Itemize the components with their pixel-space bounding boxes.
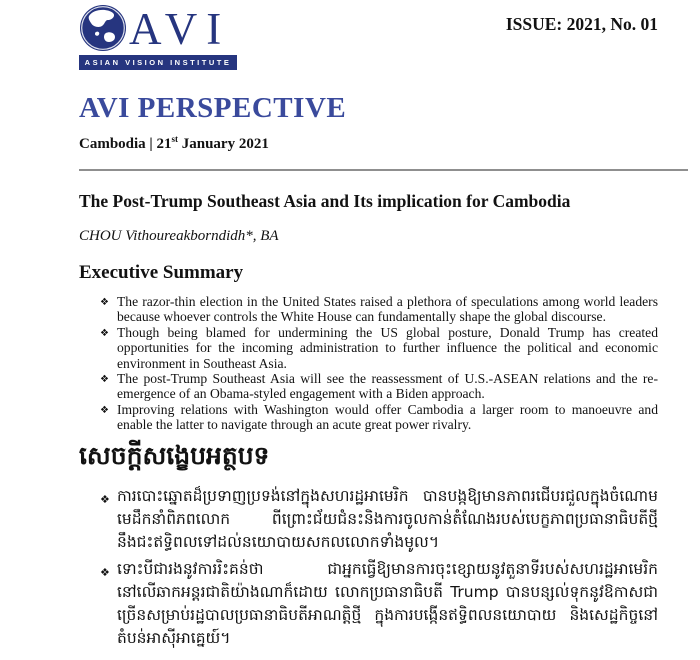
avi-logo (79, 2, 237, 70)
issue-label: ISSUE: 2021, No. 01 (505, 14, 658, 34)
logo-tagline-bar (79, 55, 237, 70)
executive-summary-list (79, 294, 658, 433)
khmer-bullet (100, 485, 658, 554)
document-page (79, 0, 658, 650)
dateline-prefix: Cambodia | 21 (79, 136, 172, 152)
summary-bullet-text: Though being blamed for undermining the US global posture, Donald Trump has created opportunities for the incoming administration to further influence the political and economic environment in Southeast Asia. (117, 324, 658, 371)
diamond-bullet-icon: ❖ (100, 565, 110, 579)
summary-bullet-text: Improving relations with Washington would offer Cambodia a larger room to manoeuvre and enable the latter to navigate through an acute great power rivalry. (117, 401, 658, 433)
dateline-ordinal: st (171, 134, 178, 144)
khmer-bullet (100, 558, 658, 650)
diamond-bullet-icon: ❖ (100, 297, 109, 308)
dateline (79, 134, 658, 153)
article-title: The Post-Trump Southeast Asia and Its implication for Cambodia (79, 191, 571, 211)
logo-tagline: ASIAN VISION INSTITUTE (84, 58, 232, 67)
article-author: CHOU Vithoureakborndidh*, BA (79, 228, 279, 244)
khmer-bullet-text: ការបោះឆ្នោតដ៏ប្រទាញប្រទង់នៅក្នុងសហរដ្ឋអាមេរិក បានបង្កឱ្យមានភាពរជើបរជួលក្នុងចំណោមមេដឹកនាំពិភពលោក ពីព្រោះជ័យជំនះនិងការចូលកាន់តំណែងរបស់បេក្ខភាពប្រធានាធិបតីថ្មី នឹងជះឥទ្ធិពលទៅដល់នយោបាយសកលលោកទាំងមូល។ (117, 486, 658, 551)
summary-bullet (100, 294, 658, 325)
globe-icon (79, 4, 127, 52)
summary-bullet (100, 402, 658, 433)
horizontal-rule (79, 169, 688, 171)
dateline-suffix: January 2021 (177, 136, 269, 152)
khmer-bullet-text: ទោះបីជារងនូវការរិះគន់ថា ជាអ្នកធ្វើឱ្យមានការចុះខ្សោយនូវតួនាទីរបស់សហរដ្ឋអាមេរិកនៅលើឆាកអន្តរជាតិយ៉ាងណាក៏ដោយ លោកប្រធានាធិបតី Trump បានបន្សល់ទុកនូវឱកាសជាច្រើនសម្រាប់រដ្ឋបាលប្រធានាធិបតីអាណត្តិថ្មី ក្នុងការបង្កើនឥទ្ធិពលនយោបាយ និងសេដ្ឋកិច្ចនៅតំបន់អាស៊ីអាគ្នេយ៍។ (117, 559, 658, 647)
page-header (79, 0, 658, 70)
executive-summary-heading: Executive Summary (79, 262, 244, 283)
summary-bullet (100, 325, 658, 371)
khmer-summary-list (79, 485, 658, 650)
diamond-bullet-icon: ❖ (100, 404, 109, 416)
logo-acronym: AVI (129, 4, 231, 54)
summary-bullet (100, 371, 658, 402)
khmer-summary-heading: សេចក្ដីសង្ខេបអត្ថបទ (79, 440, 270, 470)
diamond-bullet-icon: ❖ (100, 327, 109, 339)
masthead-title: AVI PERSPECTIVE (79, 92, 347, 124)
diamond-bullet-icon: ❖ (100, 492, 110, 506)
summary-bullet-text: The post-Trump Southeast Asia will see the reassessment of U.S.-ASEAN relations and the re-emergence of an Obama-styled engagement with a Biden approach. (117, 371, 658, 402)
summary-bullet-text: The razor-thin election in the United States raised a plethora of speculations among world leaders because whoever controls the White House can fundamentally shape the global discourse. (117, 294, 658, 325)
diamond-bullet-icon: ❖ (100, 374, 109, 386)
